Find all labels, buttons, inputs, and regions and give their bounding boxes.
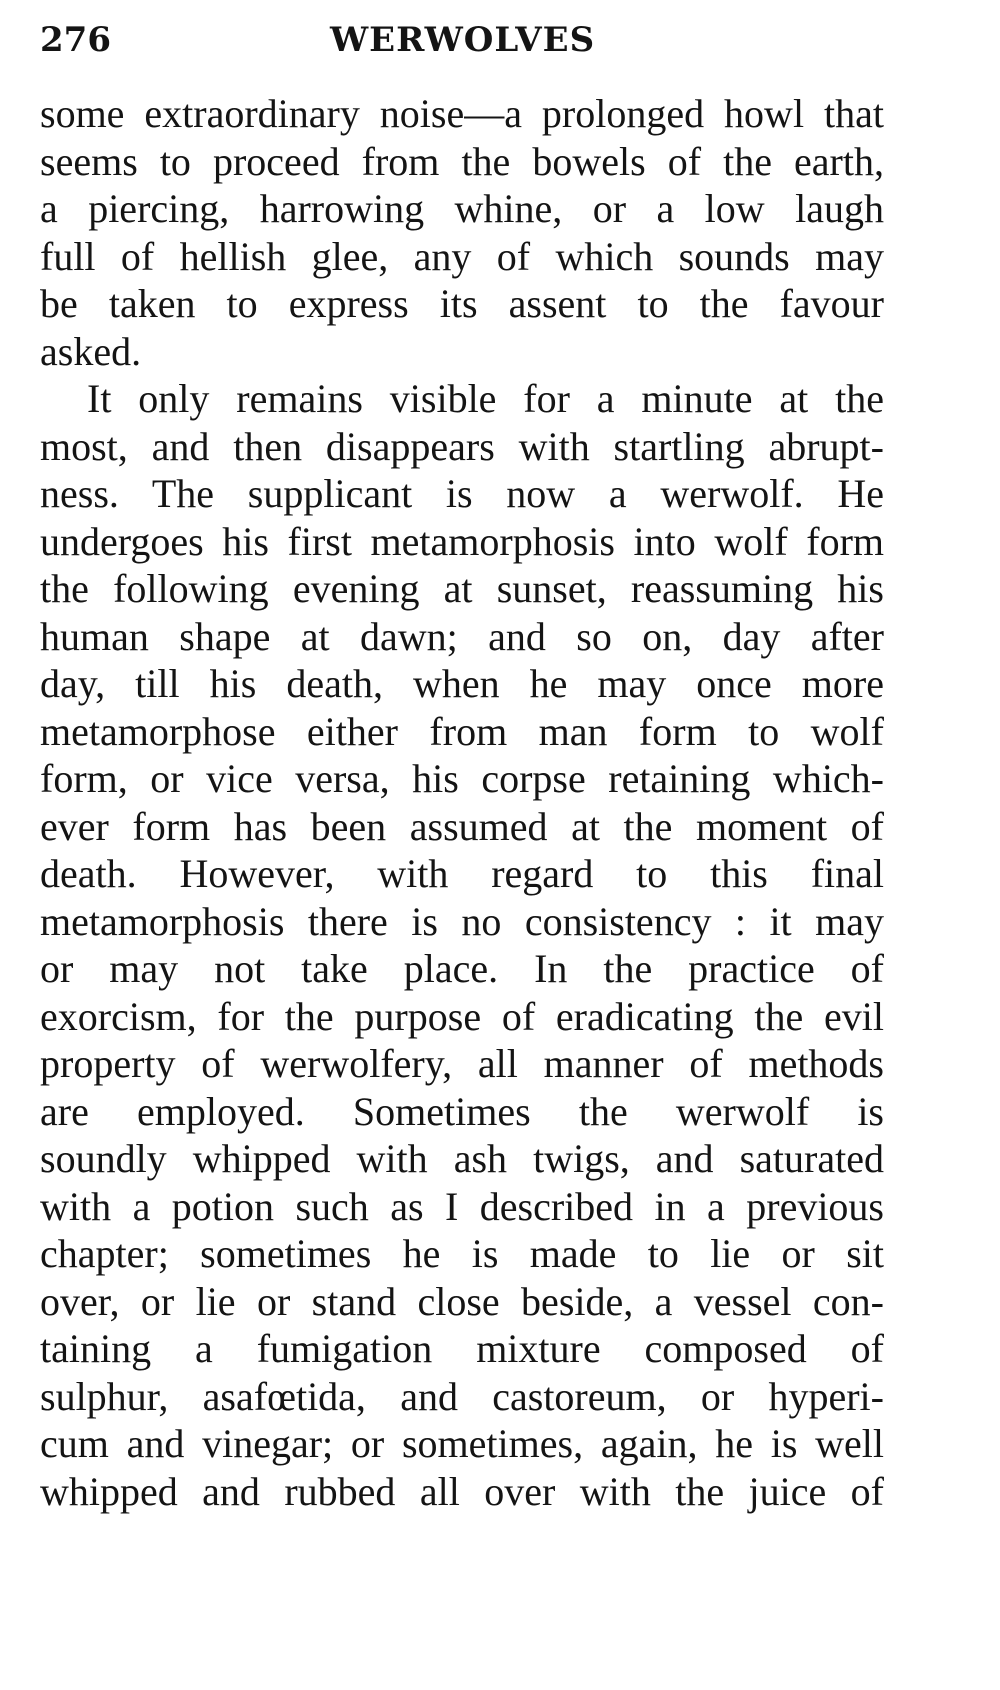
body-text <box>40 90 884 1515</box>
text-line: sulphur, asafœtida, and castoreum, or hyperi- <box>40 1373 884 1419</box>
text-line: most, and then disappears with startling abrupt- <box>40 423 884 469</box>
text-line: chapter; sometimes he is made to lie or sit <box>40 1231 884 1276</box>
text-line: be taken to express its assent to the favour <box>40 281 884 326</box>
text-line: It only remains visible for a minute at the <box>87 376 884 421</box>
text-line: with a potion such as I described in a previous <box>40 1183 884 1229</box>
text-line: taining a fumigation mixture composed of <box>40 1326 884 1371</box>
text-line: soundly whipped with ash twigs, and saturated <box>40 1136 884 1181</box>
text-line: exorcism, for the purpose of eradicating the evil <box>40 993 884 1039</box>
text-line: form, or vice versa, his corpse retaining which- <box>40 756 884 801</box>
text-line: asked. <box>40 328 142 374</box>
text-line: day, till his death, when he may once more <box>40 661 884 706</box>
text-line: undergoes his first metamorphosis into wolf form <box>40 518 884 564</box>
text-line: ever form has been assumed at the moment of <box>40 803 884 849</box>
text-line: some extraordinary noise—a prolonged howl that <box>40 91 884 136</box>
text-line: death. However, with regard to this final <box>40 851 884 896</box>
text-line: cum and vinegar; or sometimes, again, he is well <box>40 1421 884 1466</box>
text-line: seems to proceed from the bowels of the earth, <box>40 138 884 184</box>
text-line: metamorphosis there is no consistency : it may <box>40 898 884 944</box>
text-line: ness. The supplicant is now a werwolf. He <box>40 471 884 516</box>
text-line: or may not take place. In the practice of <box>40 946 884 991</box>
text-line: over, or lie or stand close beside, a vessel con- <box>40 1278 884 1324</box>
page-number: 276 <box>40 20 111 60</box>
text-line: metamorphose either from man form to wolf <box>40 708 884 754</box>
running-head <box>40 12 640 68</box>
text-line: property of werwolfery, all manner of methods <box>40 1041 884 1086</box>
text-line: human shape at dawn; and so on, day after <box>40 613 884 659</box>
running-title: WERWOLVES <box>330 20 596 60</box>
text-line: a piercing, harrowing whine, or a low laugh <box>40 186 884 231</box>
text-line: whipped and rubbed all over with the juice of <box>40 1468 884 1514</box>
text-line: are employed. Sometimes the werwolf is <box>40 1088 884 1134</box>
text-line: the following evening at sunset, reassuming his <box>40 566 884 611</box>
text-line: full of hellish glee, any of which sounds may <box>40 233 884 279</box>
